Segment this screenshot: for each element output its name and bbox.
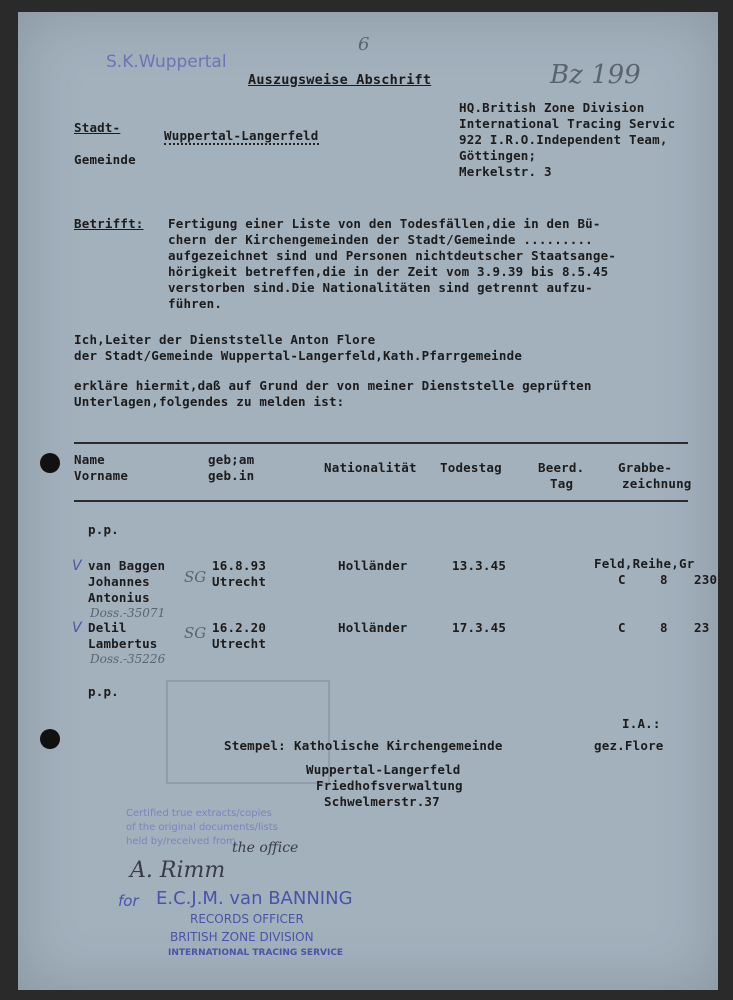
stempel-line-4: Schwelmerstr.37 (324, 794, 440, 809)
cert-name: E.C.J.M. van BANNING (156, 888, 353, 909)
header-gebam: geb;am (208, 452, 255, 467)
leiter-line-2: der Stadt/Gemeinde Wuppertal-Langerfeld,Kath.Pfarrgemeinde (74, 348, 523, 363)
header-name: Name (74, 452, 105, 467)
betrifft-line-6: führen. (168, 296, 223, 311)
betrifft-line-3: aufgezeichnet sind und Personen nichtdeutscher Staatsange- (168, 248, 617, 263)
row2-dossier: Doss.-35226 (90, 652, 166, 666)
row1-sg-mark: SG (184, 568, 207, 586)
row1-gebam: 16.8.93 (212, 558, 267, 573)
cert-signature: A. Rimm (130, 858, 226, 883)
row1-feld: C (618, 572, 626, 587)
punch-hole-top (40, 453, 60, 473)
document-page (18, 12, 718, 990)
row2-gebam: 16.2.20 (212, 620, 267, 635)
cert-service: INTERNATIONAL TRACING SERVICE (168, 948, 344, 958)
pencil-page-number: 6 (358, 34, 370, 55)
pencil-reference: Bz 199 (550, 60, 641, 90)
punch-hole-bottom (40, 729, 60, 749)
row2-vorname-1: Lambertus (88, 636, 158, 651)
row2-check-mark: V (72, 620, 82, 636)
row1-check-mark: V (72, 558, 82, 574)
header-beerd: Beerd. (538, 460, 585, 475)
header-tag: Tag (550, 476, 574, 491)
stadt-value: Wuppertal-Langerfeld (164, 128, 319, 143)
row2-feld: C (618, 620, 626, 635)
stempel-line-1: Katholische Kirchengemeinde (294, 738, 503, 753)
row2-nationalitaet: Holländer (338, 620, 408, 635)
stempel-label: Stempel: (224, 738, 286, 753)
row2-todestag: 17.3.45 (452, 620, 507, 635)
row2-grab: 23 (694, 620, 710, 635)
gemeinde-label: Gemeinde (74, 152, 136, 167)
table-header-rule (74, 500, 688, 502)
cert-line-3: held by/received from (126, 836, 236, 847)
cert-role: RECORDS OFFICER (190, 912, 304, 926)
cert-office-handwritten: the office (232, 840, 299, 856)
erklaere-line-1: erkläre hiermit,daß auf Grund der von meiner Dienststelle geprüften (74, 378, 592, 393)
division-line-5: Merkelstr. 3 (459, 164, 552, 179)
document-title: Auszugsweise Abschrift (248, 72, 432, 88)
header-zeichnung: zeichnung (622, 476, 692, 491)
cert-line-2: of the original documents/lists (126, 822, 278, 833)
header-vorname: Vorname (74, 468, 129, 483)
stadt-label: Stadt- (74, 120, 121, 135)
row1-gebin: Utrecht (212, 574, 267, 589)
cert-line-1: Certified true extracts/copies (126, 808, 272, 819)
division-line-4: Göttingen; (459, 148, 537, 163)
row2-reihe: 8 (660, 620, 668, 635)
gez-signature: gez.Flore (594, 738, 664, 753)
division-line-2: International Tracing Servic (459, 116, 676, 131)
table-top-rule (74, 442, 688, 444)
ia-label: I.A.: (622, 716, 661, 731)
stempel-line-3: Friedhofsverwaltung (316, 778, 463, 793)
row1-dossier: Doss.-35071 (90, 606, 166, 620)
row1-vorname-2: Antonius (88, 590, 150, 605)
betrifft-line-2: chern der Kirchengemeinden der Stadt/Gemeinde ......... (168, 232, 593, 247)
row1-grab: 230 (694, 572, 718, 587)
row2-gebin: Utrecht (212, 636, 267, 651)
betrifft-line-5: verstorben sind.Die Nationalitäten sind getrennt aufzu- (168, 280, 593, 295)
row2-sg-mark: SG (184, 624, 207, 642)
header-todestag: Todestag (440, 460, 502, 475)
header-grabbe: Grabbe- (618, 460, 673, 475)
row1-grab-header: Feld,Reihe,Gr (594, 556, 695, 571)
header-gebin: geb.in (208, 468, 255, 483)
betrifft-line-4: hörigkeit betreffen,die in der Zeit vom 3.9.39 bis 8.5.45 (168, 264, 609, 279)
pp-bottom: p.p. (88, 684, 119, 699)
erklaere-line-2: Unterlagen,folgendes zu melden ist: (74, 394, 345, 409)
division-line-1: HQ.British Zone Division (459, 100, 645, 115)
row2-name: Delil (88, 620, 127, 635)
row1-vorname-1: Johannes (88, 574, 150, 589)
cert-for: for (118, 892, 139, 910)
cert-division: BRITISH ZONE DIVISION (170, 930, 314, 944)
row1-nationalitaet: Holländer (338, 558, 408, 573)
location-stamp: S.K.Wuppertal (106, 52, 227, 72)
pp-top: p.p. (88, 522, 119, 537)
leiter-line-1: Ich,Leiter der Dienststelle Anton Flore (74, 332, 376, 347)
header-nationalitaet: Nationalität (324, 460, 417, 475)
row1-reihe: 8 (660, 572, 668, 587)
betrifft-label: Betrifft: (74, 216, 144, 231)
betrifft-line-1: Fertigung einer Liste von den Todesfällen,die in den Bü- (168, 216, 601, 231)
row1-todestag: 13.3.45 (452, 558, 507, 573)
division-line-3: 922 I.R.O.Independent Team, (459, 132, 668, 147)
stempel-line-2: Wuppertal-Langerfeld (306, 762, 461, 777)
row1-name: van Baggen (88, 558, 166, 573)
